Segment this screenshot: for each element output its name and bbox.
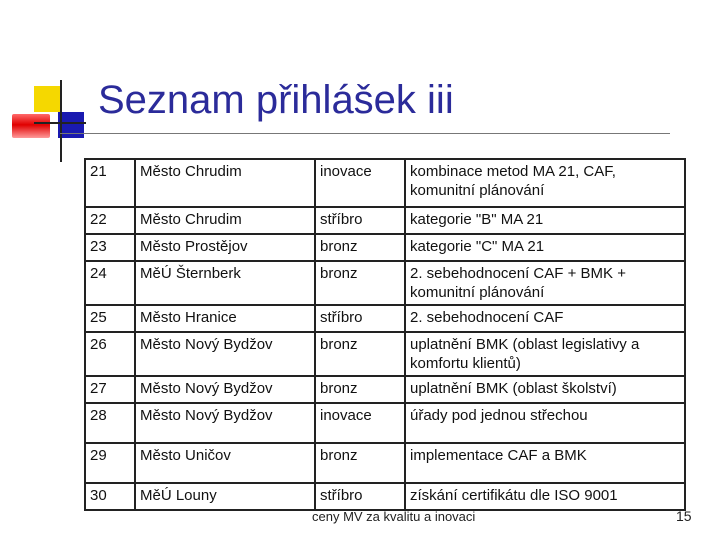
table-row	[85, 305, 685, 332]
table-row	[85, 443, 685, 483]
table-row	[85, 234, 685, 261]
table-row	[85, 261, 685, 305]
decor-horizontal-line	[34, 122, 86, 124]
row-town: MěÚ Šternberk	[135, 261, 315, 305]
row-town: Město Uničov	[135, 443, 315, 483]
decor-red-bar	[12, 114, 50, 138]
row-town: Město Nový Bydžov	[135, 376, 315, 403]
row-award: inovace	[315, 159, 405, 207]
row-number: 29	[85, 443, 135, 483]
row-award: bronz	[315, 376, 405, 403]
row-town: Město Chrudim	[135, 207, 315, 234]
row-description: 2. sebehodnocení CAF	[405, 305, 685, 332]
row-number: 28	[85, 403, 135, 443]
row-town: Město Chrudim	[135, 159, 315, 207]
row-description: získání certifikátu dle ISO 9001	[405, 483, 685, 510]
table-row	[85, 332, 685, 376]
row-description: 2. sebehodnocení CAF + BMK + komunitní plánování	[405, 261, 685, 305]
applications-table	[84, 158, 686, 511]
row-description: uplatnění BMK (oblast legislativy a komfortu klientů)	[405, 332, 685, 376]
row-award: bronz	[315, 234, 405, 261]
slide-title: Seznam přihlášek iii	[98, 78, 454, 122]
row-award: bronz	[315, 332, 405, 376]
row-town: Město Nový Bydžov	[135, 332, 315, 376]
row-town: Město Nový Bydžov	[135, 403, 315, 443]
title-separator	[60, 133, 670, 134]
row-number: 23	[85, 234, 135, 261]
decor-vertical-line	[60, 80, 62, 162]
table-row	[85, 376, 685, 403]
table-row	[85, 159, 685, 207]
row-number: 21	[85, 159, 135, 207]
row-award: stříbro	[315, 305, 405, 332]
row-number: 24	[85, 261, 135, 305]
row-award: bronz	[315, 443, 405, 483]
row-number: 22	[85, 207, 135, 234]
table-row	[85, 483, 685, 510]
row-award: bronz	[315, 261, 405, 305]
row-number: 27	[85, 376, 135, 403]
row-description: kombinace metod MA 21, CAF, komunitní plánování	[405, 159, 685, 207]
row-number: 25	[85, 305, 135, 332]
table-row	[85, 403, 685, 443]
row-description: kategorie "C" MA 21	[405, 234, 685, 261]
row-description: uplatnění BMK (oblast školství)	[405, 376, 685, 403]
row-town: MěÚ Louny	[135, 483, 315, 510]
row-award: stříbro	[315, 207, 405, 234]
row-number: 30	[85, 483, 135, 510]
row-number: 26	[85, 332, 135, 376]
table-row	[85, 207, 685, 234]
row-award: stříbro	[315, 483, 405, 510]
row-town: Město Prostějov	[135, 234, 315, 261]
row-town: Město Hranice	[135, 305, 315, 332]
page-number: 15	[676, 508, 692, 524]
row-description: úřady pod jednou střechou	[405, 403, 685, 443]
row-description: kategorie "B" MA 21	[405, 207, 685, 234]
decor-yellow-square	[34, 86, 60, 112]
row-description: implementace CAF a BMK	[405, 443, 685, 483]
row-award: inovace	[315, 403, 405, 443]
slide-footer: ceny MV za kvalitu a inovaci	[312, 509, 476, 524]
